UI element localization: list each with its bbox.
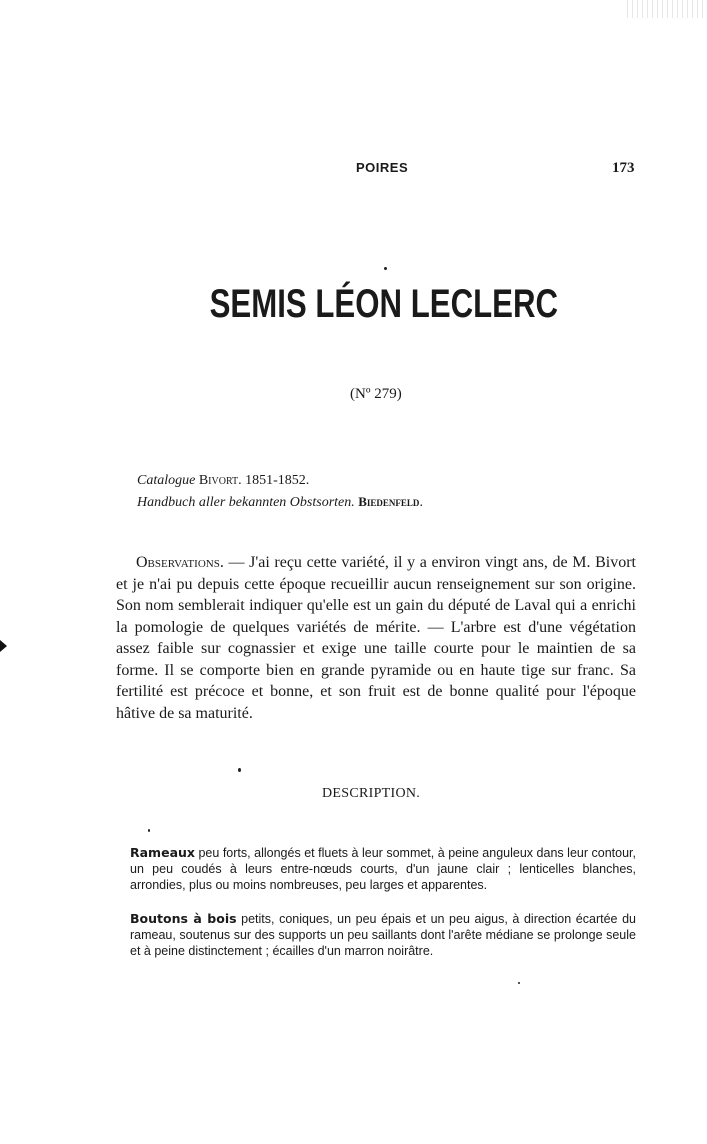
- page-title: SEMIS LÉON LECLERC: [209, 282, 559, 326]
- observations-text: — J'ai reçu cette variété, il y a environ vingt ans, de M. Bivort et je n'ai pu depuis cette époque recueillir aucun renseignement sur son origine. Son nom semblerait indiquer qu'elle est un gain du député de Laval qui a enrichi la pomologie de quelques variétés de mérite. — L'arbre est d'une végétation assez faible sur cognassier et exige une taille courte pour le maintien de sa forme. Il se comporte bien en grande pyramide ou en haute tige sur franc. Sa fertilité est précoce et bonne, et son fruit est de bonne qualité pour l'époque hâtive de sa maturité.: [116, 554, 636, 722]
- reference-line: [137, 470, 423, 491]
- description-term: Boutons à bois: [130, 911, 237, 926]
- scan-noise: [627, 0, 707, 18]
- ink-speck: [384, 267, 387, 270]
- ink-speck: [238, 768, 241, 772]
- margin-mark: [0, 640, 7, 652]
- observations-lead: Observations.: [136, 554, 224, 571]
- running-head: POIRES: [356, 160, 409, 175]
- reference-title: Catalogue: [137, 473, 196, 488]
- description-text: peu forts, allongés et fluets à leur sommet, à peine anguleux dans leur contour, un peu coudés à leurs entre-nœuds courts, d'un jaune clair ; lenticelles blanches, arrondies, plus ou moins nombreuses, peu larges et apparentes.: [130, 846, 636, 892]
- reference-title: Handbuch aller bekannten Obstsorten.: [137, 495, 355, 510]
- description-text: petits, coniques, un peu épais et un peu aigus, à direction écartée du rameau, soutenus sur des supports un peu saillants dont l'arête médiane se prolonge seule et à peine distinctement ; écailles d'un marron noirâtre.: [130, 912, 636, 958]
- ink-speck: [518, 982, 520, 984]
- reference-author: Biedenfeld: [358, 494, 420, 509]
- reference-detail: .: [419, 495, 423, 510]
- page-number: 173: [612, 160, 635, 176]
- reference-author: Bivort: [198, 473, 239, 488]
- reference-detail: . 1851-1852.: [238, 473, 310, 488]
- description-paragraph: [130, 911, 636, 959]
- description-paragraph: [130, 845, 636, 893]
- bibliographic-references: [137, 470, 423, 513]
- reference-line: [137, 491, 423, 513]
- description-term: Rameaux: [130, 845, 195, 860]
- ink-speck: [148, 829, 150, 832]
- observations-paragraph: [116, 552, 636, 724]
- variety-number: (Nº 279): [350, 386, 402, 402]
- description-heading: DESCRIPTION.: [322, 786, 421, 801]
